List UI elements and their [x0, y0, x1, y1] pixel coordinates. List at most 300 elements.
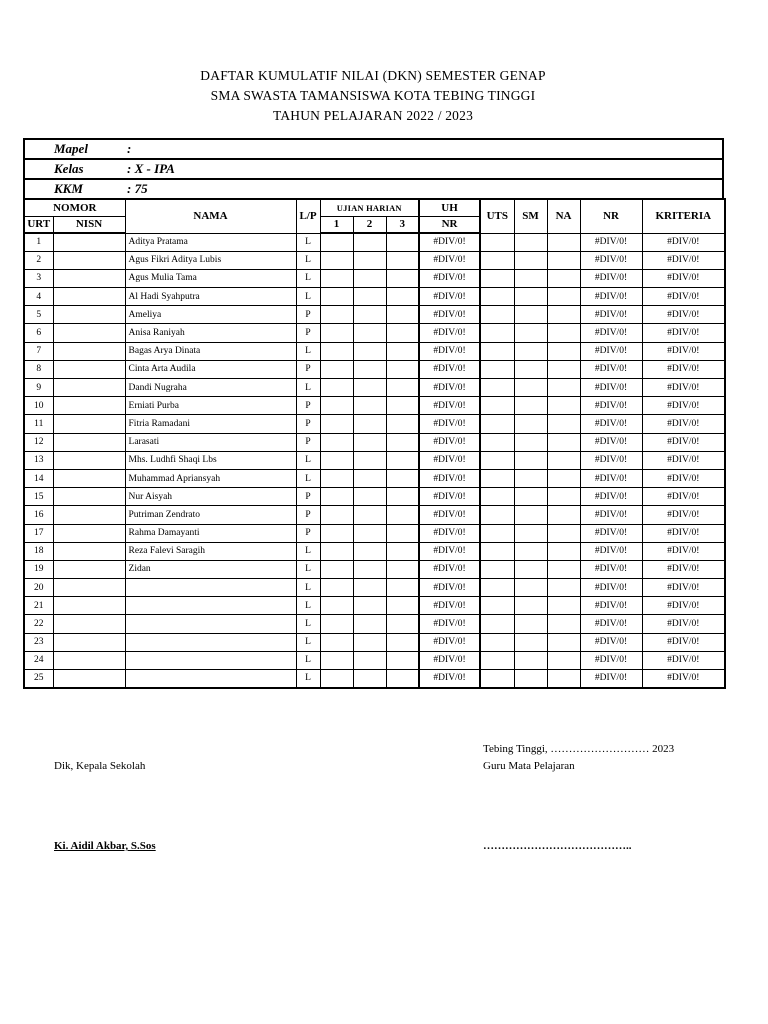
cell-uts	[480, 415, 514, 433]
cell-uts	[480, 615, 514, 633]
cell-uh-1	[320, 560, 353, 578]
cell-na	[547, 579, 580, 597]
cell-nama	[125, 579, 296, 597]
cell-uh-2	[353, 506, 386, 524]
cell-uh-nr: #DIV/0!	[419, 415, 480, 433]
cell-uts	[480, 488, 514, 506]
cell-lp: P	[296, 360, 320, 378]
header-nomor: NOMOR	[24, 199, 125, 216]
cell-kriteria: #DIV/0!	[642, 633, 725, 651]
cell-uts	[480, 397, 514, 415]
cell-nr: #DIV/0!	[580, 451, 642, 469]
cell-uh-1	[320, 524, 353, 542]
cell-uts	[480, 469, 514, 487]
cell-sm	[514, 379, 547, 397]
cell-uh-3	[386, 269, 419, 287]
cell-nisn	[53, 651, 125, 669]
cell-na	[547, 233, 580, 251]
kelas-row	[25, 160, 722, 180]
cell-na	[547, 251, 580, 269]
cell-nisn	[53, 306, 125, 324]
table-row	[24, 342, 725, 360]
cell-lp: P	[296, 415, 320, 433]
cell-uh-3	[386, 524, 419, 542]
cell-uh-2	[353, 288, 386, 306]
cell-kriteria: #DIV/0!	[642, 506, 725, 524]
cell-nisn	[53, 506, 125, 524]
cell-na	[547, 433, 580, 451]
cell-uh-3	[386, 506, 419, 524]
header-uts: UTS	[480, 199, 514, 233]
kkm-value: : 75	[127, 181, 148, 196]
cell-urt: 14	[24, 469, 53, 487]
cell-uh-3	[386, 488, 419, 506]
cell-uh-nr: #DIV/0!	[419, 360, 480, 378]
cell-uts	[480, 306, 514, 324]
cell-urt: 20	[24, 579, 53, 597]
cell-uh-1	[320, 651, 353, 669]
cell-uh-3	[386, 670, 419, 688]
cell-nisn	[53, 524, 125, 542]
cell-uh-nr: #DIV/0!	[419, 433, 480, 451]
cell-nr: #DIV/0!	[580, 597, 642, 615]
cell-uh-3	[386, 651, 419, 669]
cell-nr: #DIV/0!	[580, 579, 642, 597]
cell-uh-3	[386, 597, 419, 615]
cell-uh-1	[320, 324, 353, 342]
cell-uh-nr: #DIV/0!	[419, 306, 480, 324]
cell-uh-1	[320, 670, 353, 688]
cell-uts	[480, 670, 514, 688]
cell-lp: L	[296, 379, 320, 397]
cell-kriteria: #DIV/0!	[642, 469, 725, 487]
cell-uh-3	[386, 379, 419, 397]
cell-sm	[514, 288, 547, 306]
table-row	[24, 233, 725, 251]
cell-lp: L	[296, 542, 320, 560]
cell-na	[547, 379, 580, 397]
cell-uh-3	[386, 615, 419, 633]
cell-nisn	[53, 488, 125, 506]
principal-role: Dik, Kepala Sekolah	[54, 760, 146, 772]
header-na: NA	[547, 199, 580, 233]
title-line-1: DAFTAR KUMULATIF NILAI (DKN) SEMESTER GENAP	[200, 68, 546, 83]
table-row	[24, 633, 725, 651]
cell-uh-2	[353, 524, 386, 542]
cell-uh-3	[386, 451, 419, 469]
cell-uts	[480, 269, 514, 287]
table-row	[24, 506, 725, 524]
cell-kriteria: #DIV/0!	[642, 397, 725, 415]
cell-kriteria: #DIV/0!	[642, 306, 725, 324]
cell-lp: L	[296, 560, 320, 578]
cell-uh-nr: #DIV/0!	[419, 615, 480, 633]
cell-uh-3	[386, 397, 419, 415]
cell-lp: L	[296, 451, 320, 469]
cell-uh-2	[353, 379, 386, 397]
cell-uh-3	[386, 360, 419, 378]
cell-sm	[514, 306, 547, 324]
cell-nisn	[53, 342, 125, 360]
cell-nama: Fitria Ramadani	[125, 415, 296, 433]
cell-kriteria: #DIV/0!	[642, 579, 725, 597]
cell-lp: P	[296, 506, 320, 524]
place-date: Tebing Tinggi, ……………………… 2023	[483, 743, 675, 755]
cell-nama: Nur Aisyah	[125, 488, 296, 506]
cell-nisn	[53, 469, 125, 487]
cell-nisn	[53, 560, 125, 578]
mapel-label: Mapel	[54, 141, 88, 156]
table-row	[24, 597, 725, 615]
cell-uh-2	[353, 433, 386, 451]
cell-urt: 5	[24, 306, 53, 324]
cell-uts	[480, 451, 514, 469]
cell-nr: #DIV/0!	[580, 433, 642, 451]
cell-uh-1	[320, 451, 353, 469]
cell-nr: #DIV/0!	[580, 670, 642, 688]
cell-uh-1	[320, 233, 353, 251]
cell-uh-1	[320, 597, 353, 615]
table-row	[24, 415, 725, 433]
cell-nisn	[53, 433, 125, 451]
cell-uh-3	[386, 560, 419, 578]
cell-uh-3	[386, 469, 419, 487]
cell-kriteria: #DIV/0!	[642, 251, 725, 269]
table-row	[24, 615, 725, 633]
cell-uts	[480, 233, 514, 251]
table-row	[24, 579, 725, 597]
header-kriteria: KRITERIA	[642, 199, 725, 233]
cell-uh-1	[320, 342, 353, 360]
cell-uh-nr: #DIV/0!	[419, 524, 480, 542]
cell-nisn	[53, 615, 125, 633]
cell-kriteria: #DIV/0!	[642, 524, 725, 542]
cell-sm	[514, 670, 547, 688]
cell-nr: #DIV/0!	[580, 651, 642, 669]
cell-urt: 11	[24, 415, 53, 433]
cell-urt: 18	[24, 542, 53, 560]
cell-uh-2	[353, 251, 386, 269]
cell-sm	[514, 615, 547, 633]
mapel-row	[25, 140, 722, 160]
cell-uh-nr: #DIV/0!	[419, 560, 480, 578]
cell-uh-1	[320, 488, 353, 506]
cell-uh-nr: #DIV/0!	[419, 379, 480, 397]
cell-uts	[480, 324, 514, 342]
cell-nisn	[53, 251, 125, 269]
table-row	[24, 651, 725, 669]
header-uh-1: 1	[320, 216, 353, 233]
cell-nisn	[53, 379, 125, 397]
cell-nisn	[53, 633, 125, 651]
cell-nisn	[53, 542, 125, 560]
cell-uh-nr: #DIV/0!	[419, 269, 480, 287]
cell-sm	[514, 251, 547, 269]
cell-kriteria: #DIV/0!	[642, 288, 725, 306]
grades-table	[23, 198, 726, 689]
cell-urt: 19	[24, 560, 53, 578]
cell-urt: 9	[24, 379, 53, 397]
cell-uh-3	[386, 579, 419, 597]
cell-nisn	[53, 288, 125, 306]
cell-urt: 8	[24, 360, 53, 378]
cell-kriteria: #DIV/0!	[642, 433, 725, 451]
cell-sm	[514, 233, 547, 251]
cell-lp: P	[296, 397, 320, 415]
cell-uh-1	[320, 306, 353, 324]
cell-uh-nr: #DIV/0!	[419, 633, 480, 651]
cell-nama: Al Hadi Syahputra	[125, 288, 296, 306]
cell-sm	[514, 469, 547, 487]
cell-uts	[480, 597, 514, 615]
cell-uh-1	[320, 379, 353, 397]
teacher-role: Guru Mata Pelajaran	[483, 760, 575, 772]
cell-nr: #DIV/0!	[580, 306, 642, 324]
cell-nr: #DIV/0!	[580, 524, 642, 542]
header-nisn: NISN	[53, 216, 125, 233]
cell-uh-3	[386, 433, 419, 451]
cell-sm	[514, 579, 547, 597]
cell-sm	[514, 324, 547, 342]
title-line-3: TAHUN PELAJARAN 2022 / 2023	[272, 108, 474, 123]
cell-uh-nr: #DIV/0!	[419, 251, 480, 269]
cell-nama	[125, 651, 296, 669]
cell-uh-3	[386, 233, 419, 251]
cell-uh-nr: #DIV/0!	[419, 670, 480, 688]
cell-urt: 12	[24, 433, 53, 451]
cell-uh-nr: #DIV/0!	[419, 397, 480, 415]
cell-nisn	[53, 397, 125, 415]
cell-nama	[125, 615, 296, 633]
cell-uh-nr: #DIV/0!	[419, 597, 480, 615]
cell-kriteria: #DIV/0!	[642, 360, 725, 378]
cell-lp: P	[296, 306, 320, 324]
cell-urt: 22	[24, 615, 53, 633]
cell-uh-2	[353, 415, 386, 433]
cell-nama: Cinta Arta Audila	[125, 360, 296, 378]
cell-uh-3	[386, 288, 419, 306]
cell-urt: 24	[24, 651, 53, 669]
cell-kriteria: #DIV/0!	[642, 651, 725, 669]
cell-uh-2	[353, 542, 386, 560]
cell-uh-nr: #DIV/0!	[419, 506, 480, 524]
cell-sm	[514, 488, 547, 506]
cell-na	[547, 469, 580, 487]
cell-na	[547, 670, 580, 688]
cell-nama: Mhs. Ludhfi Shaqi Lbs	[125, 451, 296, 469]
cell-uh-3	[386, 251, 419, 269]
header-ujian-harian: UJIAN HARIAN	[320, 199, 419, 216]
table-row	[24, 360, 725, 378]
cell-uts	[480, 360, 514, 378]
cell-nama: Ameliya	[125, 306, 296, 324]
cell-nisn	[53, 597, 125, 615]
cell-uts	[480, 633, 514, 651]
cell-nr: #DIV/0!	[580, 288, 642, 306]
cell-kriteria: #DIV/0!	[642, 269, 725, 287]
cell-uh-2	[353, 615, 386, 633]
cell-lp: P	[296, 324, 320, 342]
cell-uh-1	[320, 579, 353, 597]
header-uh-2: 2	[353, 216, 386, 233]
cell-na	[547, 597, 580, 615]
cell-uh-2	[353, 397, 386, 415]
cell-sm	[514, 451, 547, 469]
cell-uh-nr: #DIV/0!	[419, 542, 480, 560]
cell-uh-nr: #DIV/0!	[419, 651, 480, 669]
cell-lp: L	[296, 633, 320, 651]
cell-lp: L	[296, 233, 320, 251]
cell-uh-3	[386, 342, 419, 360]
cell-urt: 2	[24, 251, 53, 269]
grades-table-body	[24, 233, 725, 688]
table-row	[24, 251, 725, 269]
cell-urt: 10	[24, 397, 53, 415]
header-nr: NR	[580, 199, 642, 233]
cell-uh-2	[353, 633, 386, 651]
cell-lp: L	[296, 269, 320, 287]
cell-nr: #DIV/0!	[580, 324, 642, 342]
cell-uh-nr: #DIV/0!	[419, 233, 480, 251]
cell-nama: Reza Falevi Saragih	[125, 542, 296, 560]
cell-sm	[514, 560, 547, 578]
cell-urt: 15	[24, 488, 53, 506]
cell-uh-3	[386, 306, 419, 324]
cell-uh-1	[320, 506, 353, 524]
cell-lp: L	[296, 615, 320, 633]
cell-uh-2	[353, 560, 386, 578]
cell-na	[547, 324, 580, 342]
cell-nama: Rahma Damayanti	[125, 524, 296, 542]
cell-nr: #DIV/0!	[580, 542, 642, 560]
cell-na	[547, 451, 580, 469]
table-row	[24, 397, 725, 415]
cell-uh-1	[320, 633, 353, 651]
cell-urt: 7	[24, 342, 53, 360]
cell-urt: 6	[24, 324, 53, 342]
cell-nama	[125, 633, 296, 651]
table-row	[24, 488, 725, 506]
table-row	[24, 542, 725, 560]
cell-uh-2	[353, 269, 386, 287]
table-row	[24, 379, 725, 397]
cell-uh-nr: #DIV/0!	[419, 451, 480, 469]
cell-uh-2	[353, 306, 386, 324]
cell-uh-nr: #DIV/0!	[419, 342, 480, 360]
cell-na	[547, 306, 580, 324]
cell-nr: #DIV/0!	[580, 269, 642, 287]
header-uh-nr: NR	[419, 216, 480, 233]
table-row	[24, 451, 725, 469]
cell-nisn	[53, 233, 125, 251]
cell-urt: 4	[24, 288, 53, 306]
header-uh: UH	[419, 199, 480, 216]
cell-kriteria: #DIV/0!	[642, 233, 725, 251]
kkm-label: KKM	[54, 181, 83, 196]
table-row	[24, 560, 725, 578]
document-title	[0, 66, 746, 126]
cell-na	[547, 269, 580, 287]
cell-nr: #DIV/0!	[580, 251, 642, 269]
kkm-row	[25, 180, 722, 200]
cell-nisn	[53, 324, 125, 342]
cell-uh-2	[353, 233, 386, 251]
cell-nama: Dandi Nugraha	[125, 379, 296, 397]
cell-uts	[480, 560, 514, 578]
cell-lp: L	[296, 288, 320, 306]
cell-lp: P	[296, 524, 320, 542]
cell-lp: L	[296, 579, 320, 597]
cell-uh-1	[320, 433, 353, 451]
cell-urt: 23	[24, 633, 53, 651]
cell-na	[547, 506, 580, 524]
cell-uh-2	[353, 670, 386, 688]
cell-uh-2	[353, 597, 386, 615]
cell-na	[547, 288, 580, 306]
cell-uh-1	[320, 360, 353, 378]
cell-uts	[480, 251, 514, 269]
cell-uh-1	[320, 469, 353, 487]
cell-uh-1	[320, 269, 353, 287]
cell-urt: 13	[24, 451, 53, 469]
cell-nr: #DIV/0!	[580, 615, 642, 633]
cell-nama: Muhammad Apriansyah	[125, 469, 296, 487]
cell-uh-nr: #DIV/0!	[419, 324, 480, 342]
cell-sm	[514, 360, 547, 378]
cell-urt: 1	[24, 233, 53, 251]
cell-na	[547, 360, 580, 378]
title-line-2: SMA SWASTA TAMANSISWA KOTA TEBING TINGGI	[210, 88, 536, 103]
cell-nr: #DIV/0!	[580, 469, 642, 487]
cell-na	[547, 415, 580, 433]
cell-nr: #DIV/0!	[580, 506, 642, 524]
cell-uts	[480, 651, 514, 669]
cell-sm	[514, 269, 547, 287]
info-block	[23, 138, 724, 200]
header-uh-3: 3	[386, 216, 419, 233]
teacher-name: …………………………………..	[483, 840, 632, 852]
mapel-value: :	[127, 141, 132, 156]
cell-nisn	[53, 360, 125, 378]
cell-na	[547, 633, 580, 651]
cell-uts	[480, 542, 514, 560]
principal-name: Ki. Aidil Akbar, S.Sos	[54, 840, 156, 852]
cell-kriteria: #DIV/0!	[642, 597, 725, 615]
cell-lp: P	[296, 488, 320, 506]
cell-uh-1	[320, 615, 353, 633]
cell-sm	[514, 633, 547, 651]
cell-nr: #DIV/0!	[580, 415, 642, 433]
cell-urt: 16	[24, 506, 53, 524]
cell-uh-2	[353, 579, 386, 597]
cell-uh-1	[320, 415, 353, 433]
cell-uh-2	[353, 360, 386, 378]
table-row	[24, 288, 725, 306]
cell-lp: L	[296, 251, 320, 269]
cell-nama: Bagas Arya Dinata	[125, 342, 296, 360]
cell-kriteria: #DIV/0!	[642, 542, 725, 560]
cell-kriteria: #DIV/0!	[642, 415, 725, 433]
cell-uh-nr: #DIV/0!	[419, 469, 480, 487]
table-row	[24, 269, 725, 287]
cell-uh-2	[353, 469, 386, 487]
cell-nama: Aditya Pratama	[125, 233, 296, 251]
cell-urt: 17	[24, 524, 53, 542]
cell-na	[547, 397, 580, 415]
cell-nisn	[53, 579, 125, 597]
cell-nama: Anisa Raniyah	[125, 324, 296, 342]
cell-uts	[480, 433, 514, 451]
